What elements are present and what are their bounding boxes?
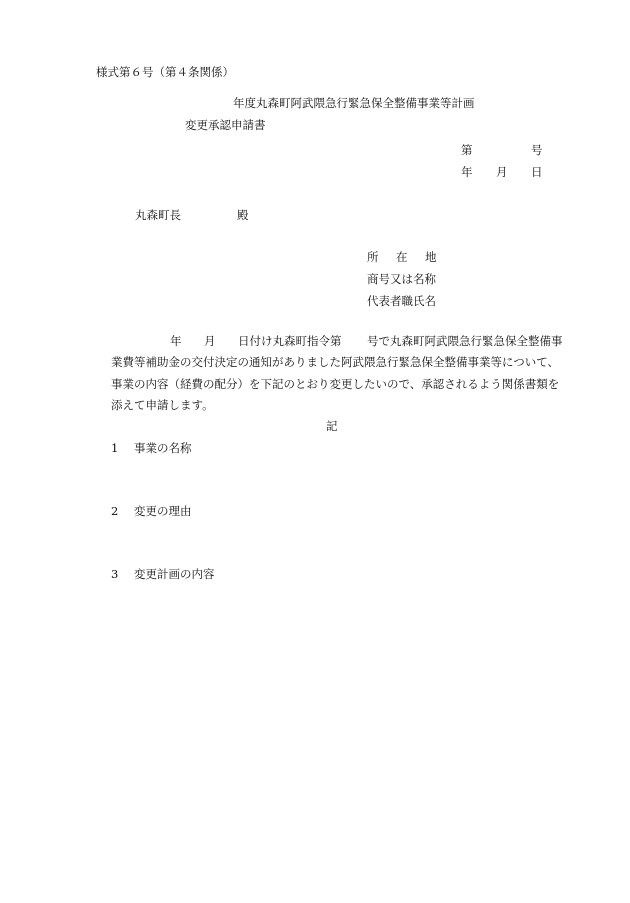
item-1-label: 事業の名称 [134,441,192,455]
body-line4: 添えて申請します。 [111,398,214,412]
address-label-1: 所 [367,250,379,264]
body-line1-b: 号で丸森町阿武隈急行緊急保全整備事 [367,334,563,348]
body-line2: 業費等補助金の交付決定の通知がありました阿武隈急行緊急保全整備事業等について、 [111,355,560,369]
date-gatsu: 月 [496,165,508,179]
item-3-number: 3 [111,567,119,581]
address-label-2: 在 [396,250,408,264]
body-gatsu: 月 [204,334,216,348]
company-name-label: 商号又は名称 [367,272,436,286]
address-label-3: 地 [425,250,437,264]
title-line2: 変更承認申請書 [185,118,266,132]
form-label: 様式第６号（第４条関係） [96,65,234,79]
item-3-label: 変更計画の内容 [134,567,215,581]
addressee-name: 丸森町長 [135,208,181,222]
date-nen: 年 [461,165,473,179]
item-2-label: 変更の理由 [134,504,192,518]
item-1-number: 1 [111,441,119,455]
item-2-number: 2 [111,504,119,518]
body-nen: 年 [170,334,182,348]
representative-label: 代表者職氏名 [367,294,436,308]
body-line1-a: 日付け丸森町指令第 [238,334,342,348]
doc-number-go: 号 [531,143,543,157]
body-line3: 事業の内容（経費の配分）を下記のとおり変更したいので、承認されるよう関係書類を [111,377,560,391]
title-line1: 年度丸森町阿武隈急行緊急保全整備事業等計画 [233,96,475,110]
addressee-honorific: 殿 [237,208,249,222]
ki-heading: 記 [326,419,338,433]
date-nichi: 日 [531,165,543,179]
doc-number-dai: 第 [461,143,473,157]
